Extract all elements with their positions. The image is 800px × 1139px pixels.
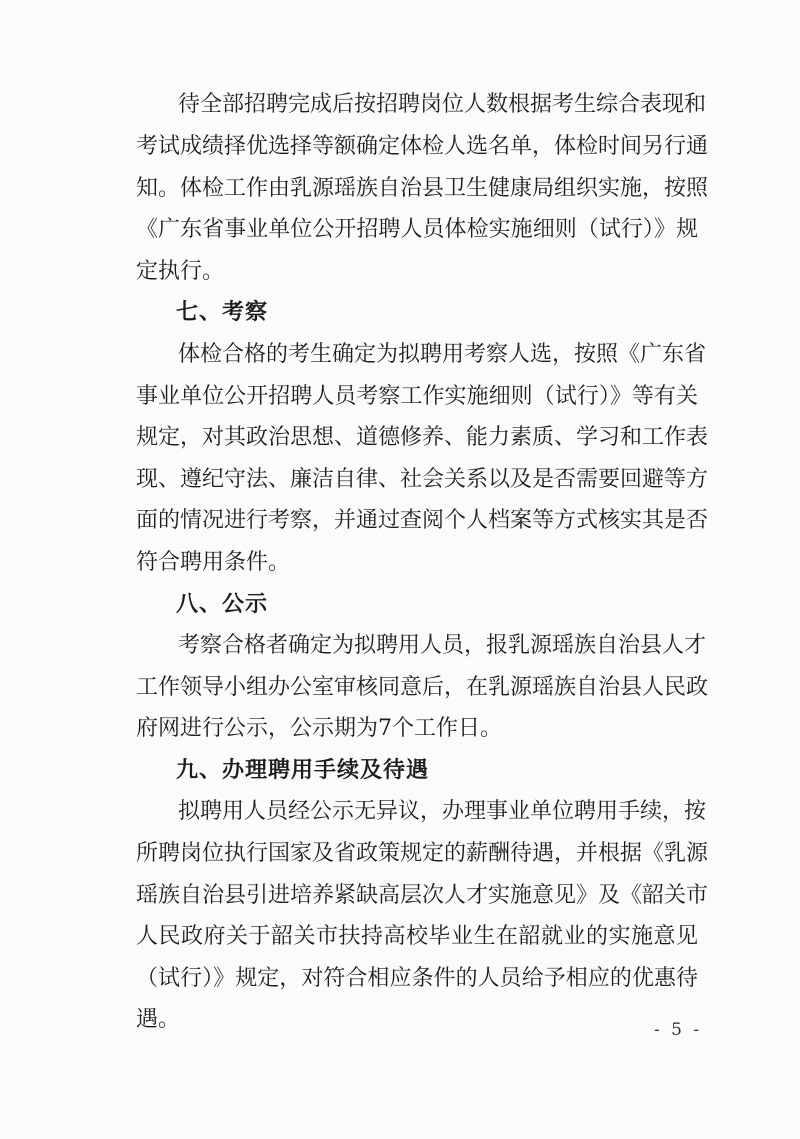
paragraph-line: 府网进行公示，公示期为7个工作日。	[136, 716, 502, 741]
paragraph-line: 遇。	[136, 1007, 181, 1032]
section-heading-employment: 九、办理聘用手续及待遇	[176, 758, 430, 783]
paragraph-line: 定执行。	[136, 259, 225, 284]
paragraph-line: 规定，对其政治思想、道德修养、能力素质、学习和工作表	[136, 425, 709, 450]
paragraph-line: 瑶族自治县引进培养紧缺高层次人才实施意见》及《韶关市	[136, 883, 709, 908]
paragraph-line: 现、遵纪守法、廉洁自律、社会关系以及是否需要回避等方	[136, 467, 709, 492]
paragraph-line: 体检合格的考生确定为拟聘用考察人选，按照《广东省	[178, 342, 707, 367]
page-number: - 5 -	[654, 1020, 703, 1040]
paragraph-line: 人民政府关于韶关市扶持高校毕业生在韶就业的实施意见	[136, 924, 698, 949]
section-heading-inspection: 七、考察	[176, 300, 269, 325]
paragraph-line: （试行）》规定，对符合相应条件的人员给予相应的优惠待	[136, 966, 698, 991]
paragraph-line: 事业单位公开招聘人员考察工作实施细则（试行）》等有关	[136, 384, 698, 409]
paragraph-line: 知。体检工作由乳源瑶族自治县卫生健康局组织实施，按照	[136, 176, 709, 201]
paragraph-line: 《广东省事业单位公开招聘人员体检实施细则（试行）》规	[136, 217, 698, 242]
paragraph-line: 所聘岗位执行国家及省政策规定的薪酬待遇，并根据《乳源	[136, 841, 709, 866]
paragraph-line: 待全部招聘完成后按招聘岗位人数根据考生综合表现和	[178, 92, 707, 117]
section-heading-publicity: 八、公示	[176, 592, 269, 617]
paragraph-line: 面的情况进行考察，并通过查阅个人档案等方式核实其是否	[136, 508, 709, 533]
paragraph-line: 符合聘用条件。	[136, 550, 291, 575]
paragraph-line: 考察合格者确定为拟聘用人员，报乳源瑶族自治县人才	[178, 633, 707, 658]
paragraph-line: 拟聘用人员经公示无异议，办理事业单位聘用手续，按	[178, 799, 707, 824]
paragraph-line: 考试成绩择优选择等额确定体检人选名单，体检时间另行通	[136, 134, 709, 159]
paragraph-line: 工作领导小组办公室审核同意后，在乳源瑶族自治县人民政	[136, 675, 709, 700]
